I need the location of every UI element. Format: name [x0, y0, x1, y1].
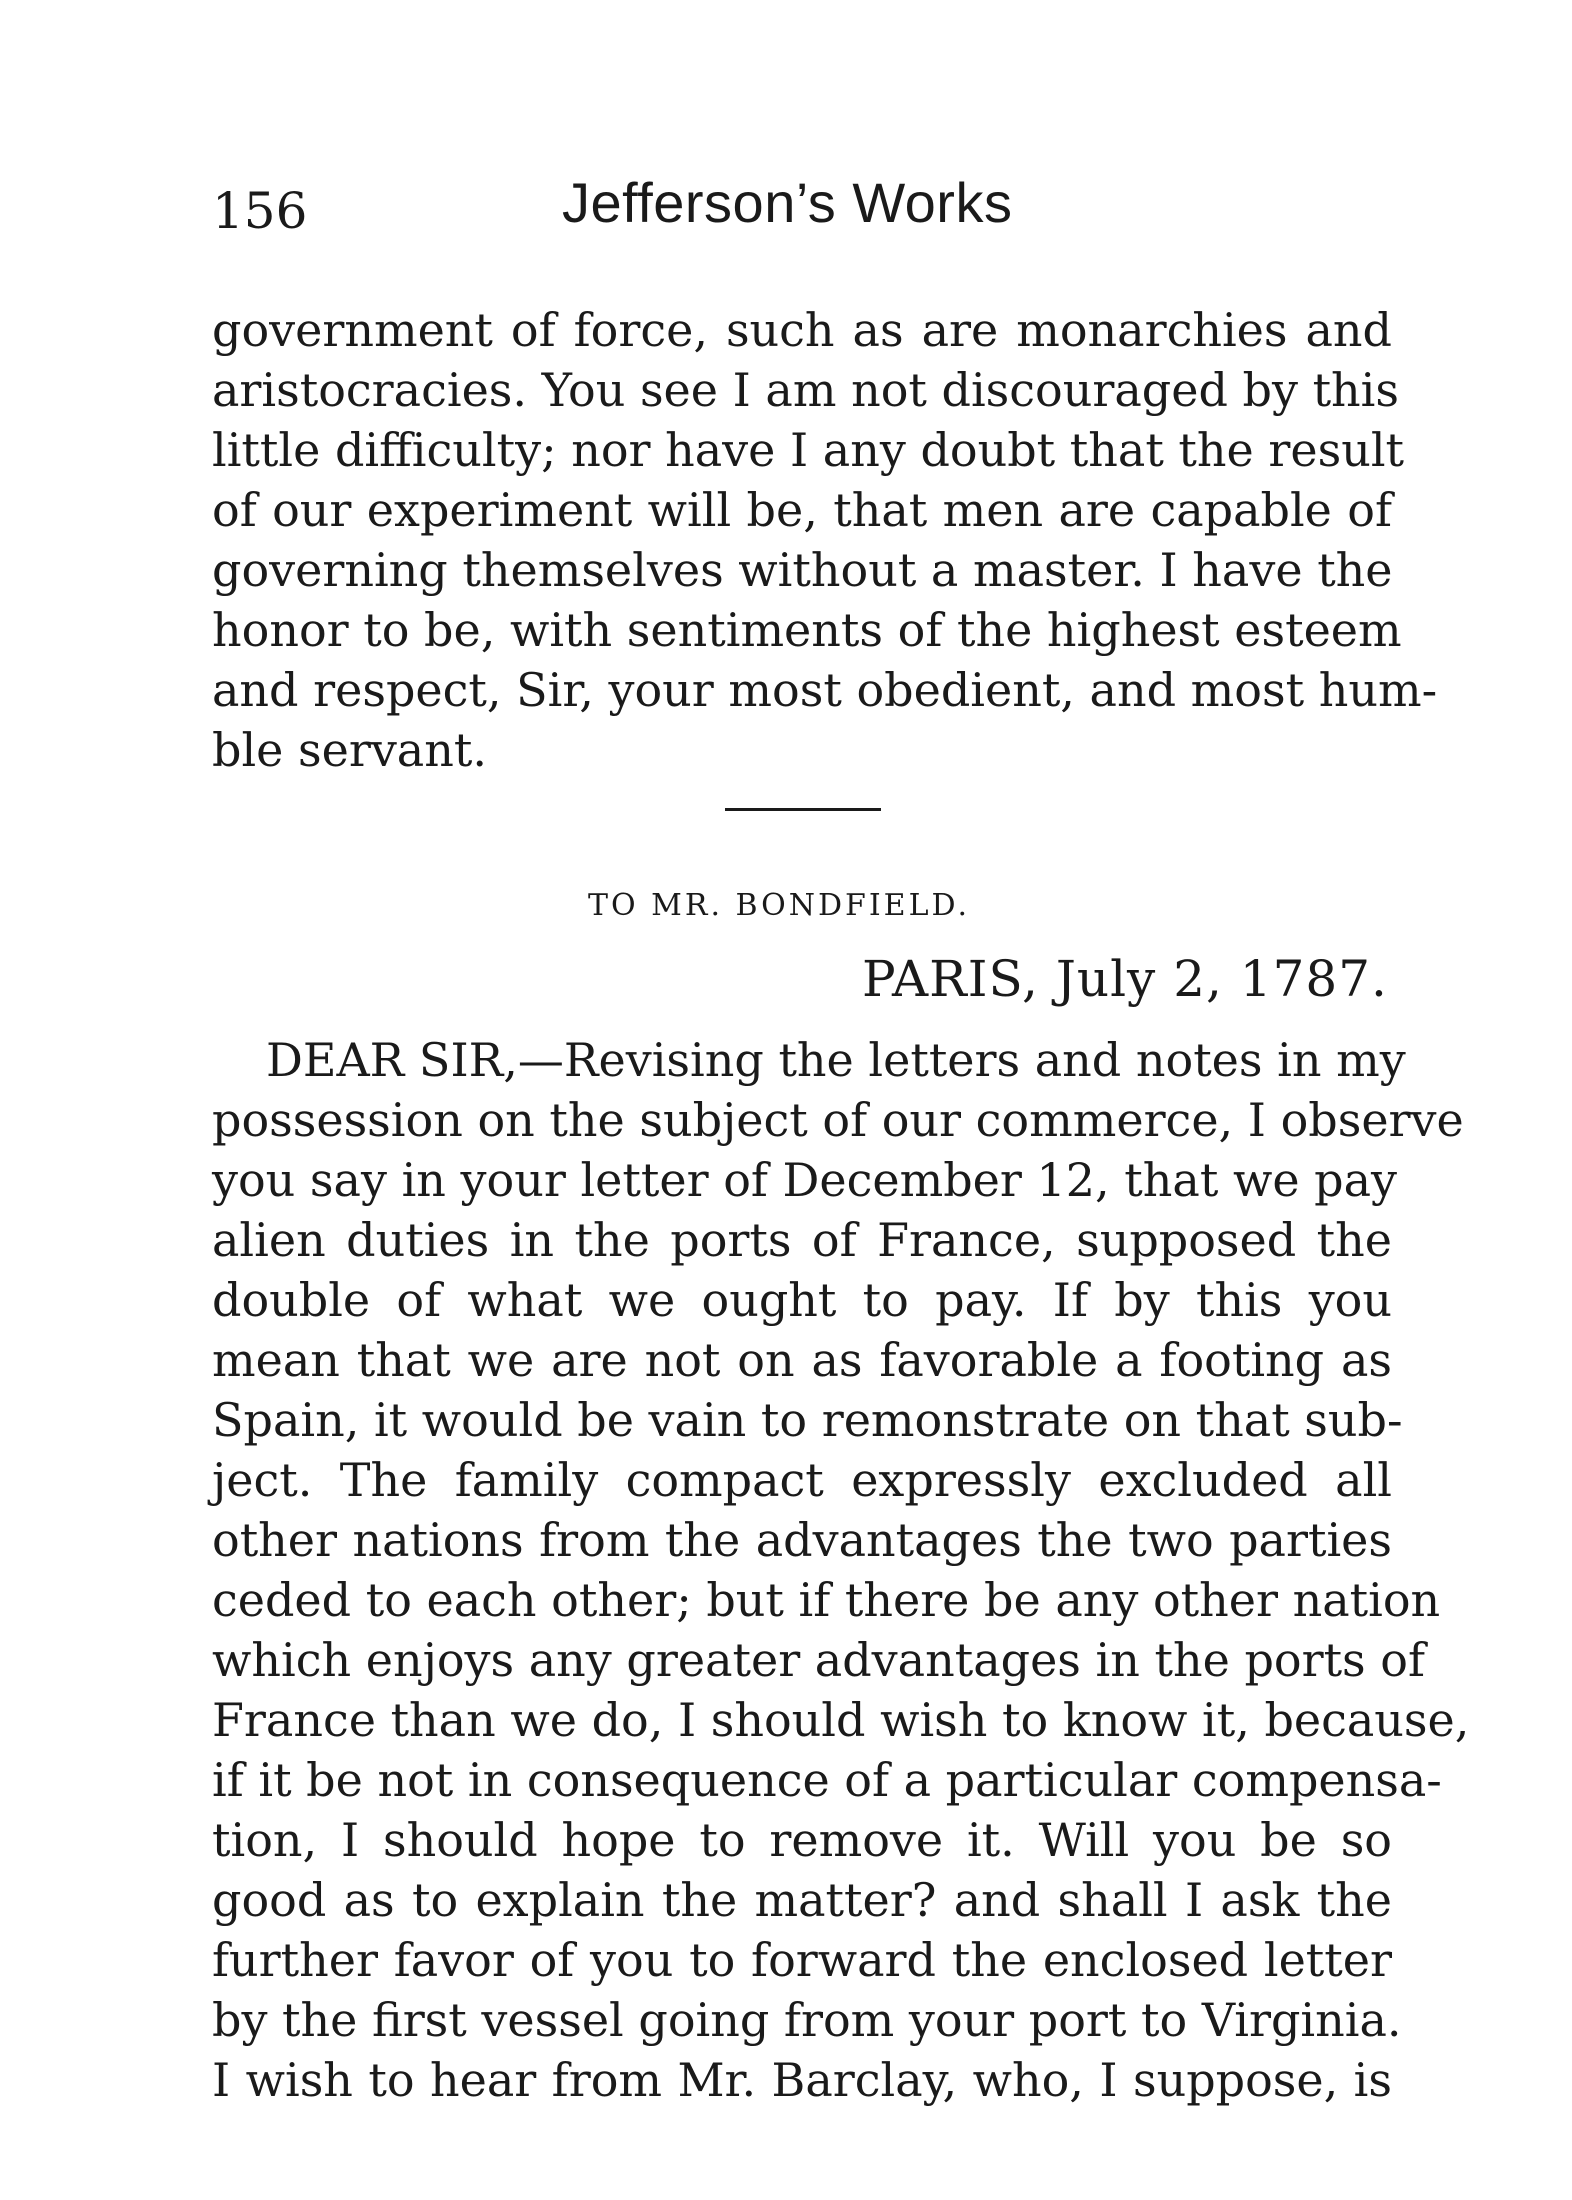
text-line: France than we do, I should wish to know it, because, [212, 1693, 1470, 1747]
text-line: ject. The family compact expressly excluded all [212, 1453, 1392, 1507]
text-line: mean that we are not on as favorable a footing as [212, 1333, 1392, 1387]
text-line: aristocracies. You see I am not discouraged by this [212, 363, 1399, 417]
text-line: you say in your letter of December 12, that we pay [212, 1153, 1398, 1207]
text-line: alien duties in the ports of France, supposed the [212, 1213, 1392, 1267]
page-header [212, 170, 1392, 260]
text-line: good as to explain the matter? and shall I ask the [212, 1873, 1392, 1927]
section-divider [725, 808, 881, 811]
text-line: governing themselves without a master. I have the [212, 543, 1393, 597]
text-line: honor to be, with sentiments of the highest esteem [212, 603, 1402, 657]
text-line: further favor of you to forward the enclosed letter [212, 1933, 1392, 1987]
continued-paragraph [212, 300, 1438, 780]
text-line: ble servant. [212, 723, 487, 777]
text-line: ceded to each other; but if there be any other nation [212, 1573, 1441, 1627]
text-line: Spain, it would be vain to remonstrate on that sub- [212, 1393, 1403, 1447]
text-line: which enjoys any greater advantages in the ports of [212, 1633, 1426, 1687]
running-title: Jefferson’s Works [562, 171, 1013, 234]
text-line: tion, I should hope to remove it. Will you be so [212, 1813, 1392, 1867]
text-line: and respect, Sir, your most obedient, and most hum- [212, 663, 1438, 717]
text-line: DEAR SIR,—Revising the letters and notes in my [266, 1033, 1406, 1087]
text-line: of our experiment will be, that men are capable of [212, 483, 1392, 537]
page-number: 156 [212, 182, 308, 240]
letter-body [212, 1030, 1470, 2110]
text-line: by the first vessel going from your port to Virginia. [212, 1993, 1402, 2047]
text-line: I wish to hear from Mr. Barclay, who, I suppose, is [212, 2053, 1392, 2107]
text-line: double of what we ought to pay. If by this you [212, 1273, 1392, 1327]
text-line: other nations from the advantages the two parties [212, 1513, 1392, 1567]
text-line: little difficulty; nor have I any doubt that the result [212, 423, 1405, 477]
text-line: government of force, such as are monarchies and [212, 303, 1392, 357]
letter-heading: TO MR. BONDFIELD. [588, 888, 971, 923]
text-line: if it be not in consequence of a particular compensa- [212, 1753, 1442, 1807]
text-line: possession on the subject of our commerce, I observe [212, 1093, 1464, 1147]
letter-dateline: PARIS, July 2, 1787. [862, 950, 1388, 1008]
